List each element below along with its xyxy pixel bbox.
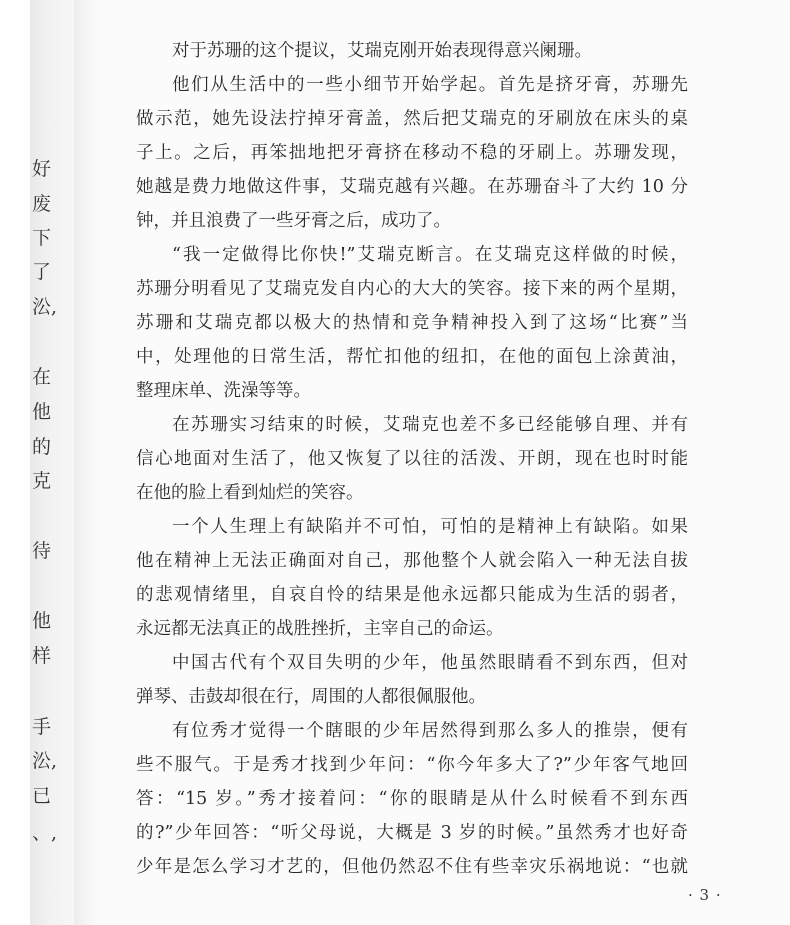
text-line: 苏珊和艾瑞克都以极大的热情和竞争精神投入到了这场“比赛”当 bbox=[136, 313, 688, 333]
previous-page-char: 好 bbox=[32, 158, 52, 180]
text-line: 的悲观情绪里，自哀自怜的结果是他永远都只能成为生活的弱者， bbox=[136, 585, 688, 605]
previous-page-char: 他 bbox=[32, 610, 52, 632]
text-line: 些不服气。于是秀才找到少年问：“你今年多大了?”少年客气地回 bbox=[136, 755, 688, 775]
previous-page-char: 已 bbox=[32, 785, 52, 807]
previous-page-char: 废 bbox=[32, 193, 52, 215]
text-line: 信心地面对生活了，他又恢复了以往的活泼、开朗，现在也时时能 bbox=[136, 449, 688, 469]
previous-page-char: 在 bbox=[32, 366, 52, 388]
text-line: 他们从生活中的一些小细节开始学起。首先是挤牙膏，苏珊先 bbox=[172, 75, 688, 95]
text-line: 中，处理他的日常生活，帮忙扣他的纽扣，在他的面包上涂黄油， bbox=[136, 347, 688, 367]
text-line: 少年是怎么学习才艺的，但他仍然忍不住有些幸灾乐祸地说：“也就 bbox=[136, 857, 688, 877]
text-line: 答：“15 岁。”秀才接着问：“你的眼睛是从什么时候看不到东西 bbox=[136, 789, 688, 809]
text-line: 在苏珊实习结束的时候，艾瑞克也差不多已经能够自理、并有 bbox=[172, 415, 688, 435]
previous-page-char: 手 bbox=[32, 716, 52, 738]
previous-page-char: 的 bbox=[32, 436, 52, 458]
page-body bbox=[136, 34, 688, 884]
left-margin bbox=[0, 0, 30, 925]
text-line: 弹琴、击鼓却很在行，周围的人都很佩服他。 bbox=[136, 687, 486, 707]
text-line: 钟，并且浪费了一些牙膏之后，成功了。 bbox=[136, 211, 451, 231]
text-line: 他在精神上无法正确面对自己，那他整个人就会陷入一种无法自拔 bbox=[136, 551, 688, 571]
text-line: 一个人生理上有缺陷并不可怕，可怕的是精神上有缺陷。如果 bbox=[172, 517, 688, 537]
text-line: 做示范，她先设法拧掉牙膏盖，然后把艾瑞克的牙刷放在床头的桌 bbox=[136, 109, 688, 129]
text-line: 有位秀才觉得一个瞎眼的少年居然得到那么多人的推崇，便有 bbox=[172, 721, 688, 741]
book-gutter bbox=[74, 0, 100, 925]
previous-page-char: 下 bbox=[32, 227, 52, 249]
previous-page-text bbox=[30, 0, 70, 925]
previous-page-char: 待 bbox=[32, 540, 52, 562]
previous-page-char: 样 bbox=[32, 645, 52, 667]
previous-page-char: 、, bbox=[32, 822, 58, 844]
text-line: 子上。之后，再笨拙地把牙膏挤在移动不稳的牙刷上。苏珊发现， bbox=[136, 143, 688, 163]
text-line: 中国古代有个双目失明的少年，他虽然眼睛看不到东西，但对 bbox=[172, 653, 688, 673]
previous-page-char: 了 bbox=[32, 261, 52, 283]
previous-page-char: 他 bbox=[32, 401, 52, 423]
text-line: 对于苏珊的这个提议，艾瑞克刚开始表现得意兴阑珊。 bbox=[172, 41, 592, 61]
text-line: 整理床单、洗澡等等。 bbox=[136, 381, 311, 401]
text-line: 永远都无法真正的战胜挫折，主宰自己的命运。 bbox=[136, 619, 504, 639]
previous-page-char: 㳂, bbox=[32, 296, 58, 318]
text-line: 她越是费力地做这件事，艾瑞克越有兴趣。在苏珊奋斗了大约 10 分 bbox=[136, 177, 688, 197]
previous-page-char: 㳂, bbox=[32, 750, 58, 772]
previous-page-char: 克 bbox=[32, 470, 52, 492]
page-number: · 3 · bbox=[688, 886, 722, 904]
text-line: 的?”少年回答：“听父母说，大概是 3 岁的时候。”虽然秀才也好奇 bbox=[136, 823, 688, 843]
text-line: “我一定做得比你快!”艾瑞克断言。在艾瑞克这样做的时候， bbox=[172, 245, 688, 265]
text-line: 在他的脸上看到灿烂的笑容。 bbox=[136, 483, 364, 503]
text-line: 苏珊分明看见了艾瑞克发自内心的大大的笑容。接下来的两个星期， bbox=[136, 279, 688, 299]
